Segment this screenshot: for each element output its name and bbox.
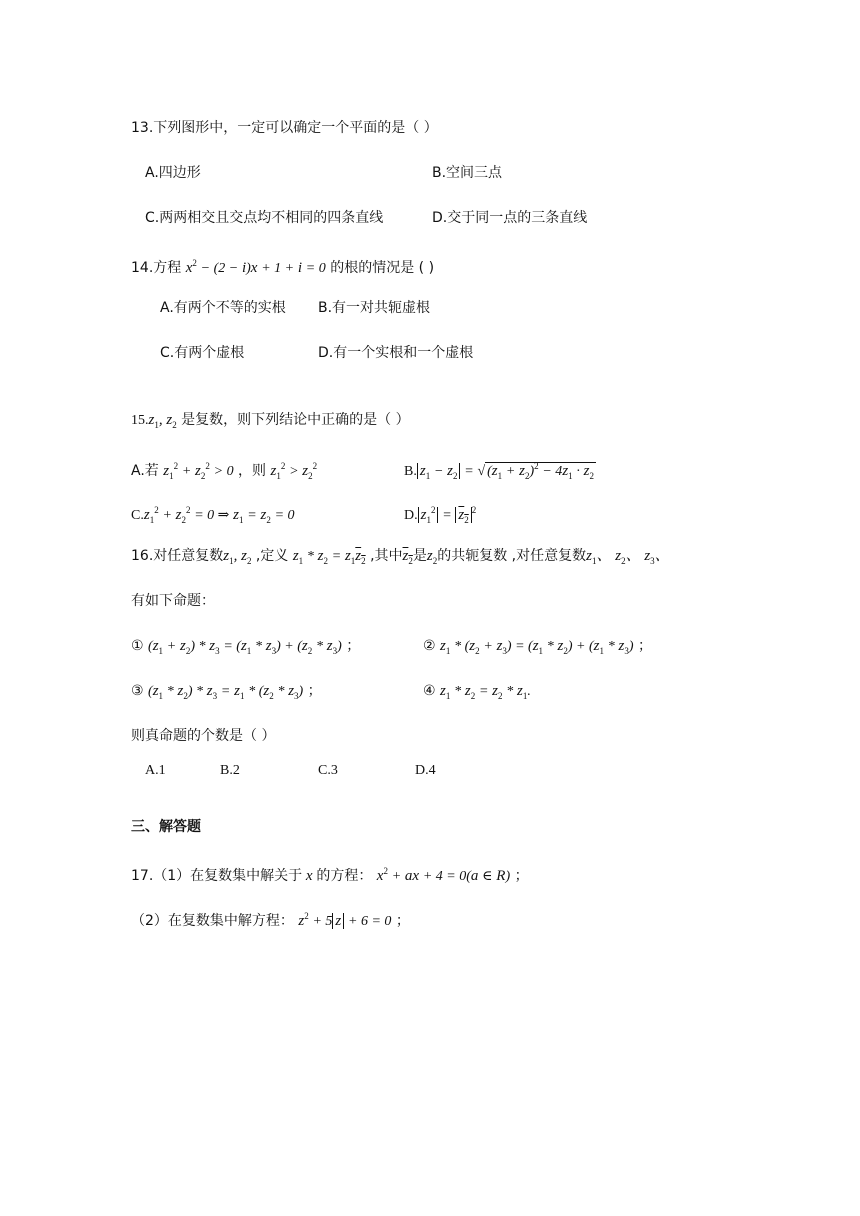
q13-option-c: C.两两相交且交点均不相同的四条直线 xyxy=(145,210,384,226)
q14-option-a: A.有两个不等的实根 xyxy=(160,300,286,316)
q16-definition: $z_1 * z_2 = z_1z_2$ xyxy=(292,548,366,566)
q14-tail: 的根的情况是 ( ) xyxy=(330,260,435,276)
q16-option-d: D.4 xyxy=(415,763,436,778)
q16-proposition-2: ② $z_1 * (z_2 + z_3) = (z_1 * z_2) + (z_1 * z_3)$ ； xyxy=(423,638,652,656)
q15-tail: 是复数，则下列结论中正确的是（ ） xyxy=(181,412,410,428)
q14-equation: $x^2 - (2 - i)x + 1 + i = 0$ xyxy=(185,258,326,276)
q15-vars: $z_1$, $z_2$ xyxy=(148,412,177,430)
q15-a-expr1: $z_1^2 + z_2^2 > 0$ xyxy=(163,461,234,481)
q15-option-c: $C.z_1^2 + z_2^2 = 0$ ⇒ $z_1 = z_2 = 0$ xyxy=(131,505,295,525)
q16-option-c: C.3 xyxy=(318,763,338,778)
q17-part2: （2）在复数集中解方程： $z^2 + 5$ z + 6 = 0 ； xyxy=(131,911,410,929)
q13-option-a: A.四边形 xyxy=(145,165,201,181)
q16-stem: 16.对任意复数$z_1$, $z_2$ ,定义 $z_1 * z_2 = z_1z_2$ ,其中$z_2$是$z_2$的共轭复数 ,对任意复数$z_1$、 $z_2$、 $z_3$、 xyxy=(131,548,670,566)
q16-option-a: A.1 xyxy=(145,763,166,778)
q15-d-expr: $z_1^2 = z_2^2$ xyxy=(418,507,477,523)
q16-option-b: B.2 xyxy=(220,763,240,778)
q14-option-c: C.有两个虚根 xyxy=(160,345,245,361)
q17-equation-2: $z^2 + 5$ z + 6 = 0 xyxy=(298,911,392,929)
q15-stem xyxy=(131,410,410,435)
q14-stem xyxy=(131,253,434,279)
q13-option-d: D.交于同一点的三条直线 xyxy=(432,210,588,226)
q17-part1: 17.（1）在复数集中解关于 x 的方程： $x^2$ + ax + 4 = 0(a ∈ R) ； xyxy=(131,866,529,884)
section-heading: 三、解答题 xyxy=(131,819,201,835)
q15-c-expr: $z_1^2 + z_2^2 = 0$ ⇒ $z_1 = z_2 = 0$ xyxy=(143,505,295,525)
q16-line2: 有如下命题： xyxy=(131,593,215,609)
q14-number: 14.方程 xyxy=(131,260,182,276)
q15-number: 15. xyxy=(131,413,149,428)
q15-b-expr: $z_1 - z_2$ = √ $(z_1 + z_2)^2 - 4z_1 \cdot z_2$ xyxy=(417,463,596,479)
q16-ask: 则真命题的个数是（ ） xyxy=(131,728,276,744)
q17-equation-1: $x^2$ + ax + 4 = 0(a ∈ R) xyxy=(376,866,511,884)
q13-stem: 13.下列图形中，一定可以确定一个平面的是（ ） xyxy=(131,120,438,136)
q16-proposition-3: ③ $(z_1 * z_2) * z_3 = z_1 * (z_2 * z_3)$ ； xyxy=(131,683,322,701)
q15-a-expr2: $z_1^2 > z_2^2$ xyxy=(270,461,318,481)
q16-proposition-1: ① $(z_1 + z_2) * z_3 = (z_1 * z_3) + (z_2 * z_3)$ ； xyxy=(131,638,361,656)
q14-option-d: D.有一个实根和一个虚根 xyxy=(318,345,474,361)
q15-option-d: D. $z_1^2 = z_2^2$ xyxy=(404,505,477,525)
q13-option-b: B.空间三点 xyxy=(432,165,503,181)
q16-proposition-4: ④ $z_1 * z_2 = z_2 * z_1$. xyxy=(423,683,531,701)
q15-option-a: A.若 $z_1^2 + z_2^2 > 0$ ，则 $z_1^2 > z_2^2$ xyxy=(131,461,318,481)
q14-option-b: B.有一对共轭虚根 xyxy=(318,300,431,316)
q15-option-b: B. $z_1 - z_2$ = √ $(z_1 + z_2)^2 - 4z_1 \cdot z_2$ xyxy=(404,461,594,481)
